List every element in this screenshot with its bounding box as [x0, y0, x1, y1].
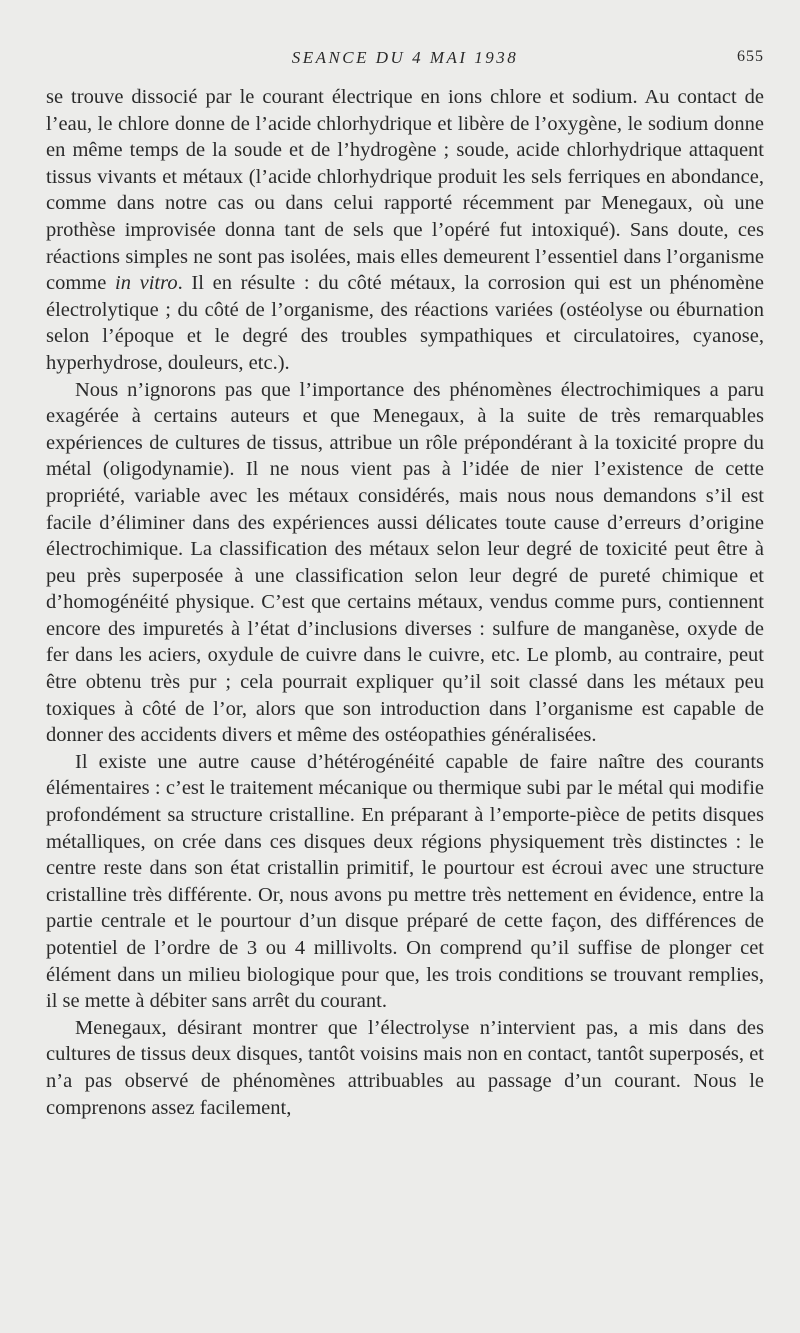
paragraph-1-text-a: se trouve dissocié par le courant électrique en ions chlore et sodium. Au contact de l’eau, le chlore donne de l’acide chlorhydrique et libère de l’oxygène, le sodium donne en même temps de la soude et de l’hydrogène ; soude, acide chlorhydrique attaquent tissus vivants et métaux (l’acide chlorhydrique produit les sels ferriques en abondance, comme dans notre cas ou dans celui rapporté récemment par Menegaux, où une prothèse improvisée donna tant de sels que l’opéré fut intoxiqué). Sans doute, ces réactions simples ne sont pas isolées, mais elles demeurent l’essentiel dans l’organisme comme [46, 86, 764, 295]
paragraph-1 [46, 84, 764, 377]
running-header [46, 38, 764, 84]
page-number: 655 [737, 48, 764, 65]
running-title: SEANCE DU 4 MAI 1938 [291, 48, 519, 67]
paragraph-3: Il existe une autre cause d’hétérogénéité capable de faire naître des courants élémentaires : c’est le traitement mécanique ou thermique subi par le métal qui modifie profondément sa structure cristalline. En préparant à l’emporte-pièce de petits disques métalliques, on crée dans ces disques deux régions physiquement très distinctes : le centre reste dans son état cristallin primitif, le pourtour est écroui avec une structure cristalline très différente. Or, nous avons pu mettre très nettement en évidence, entre la partie centrale et le pourtour d’un disque préparé de cette façon, des différences de potentiel de l’ordre de 3 ou 4 millivolts. On comprend qu’il suffise de plonger cet élément dans un milieu biologique pour que, les trois conditions se trouvant remplies, il se mette à débiter sans arrêt du courant. [46, 750, 764, 1013]
paragraph-1-italic: in vitro [115, 272, 178, 295]
paragraph-2: Nous n’ignorons pas que l’importance des phénomènes électrochimiques a paru exagérée à certains auteurs et que Menegaux, à la suite de très remarquables expériences de cultures de tissus, attribue un rôle prépondérant à la toxicité propre du métal (oligodynamie). Il ne nous vient pas à l’idée de nier l’existence de cette propriété, variable avec les métaux considérés, mais nous nous demandons s’il est facile d’éliminer dans des expériences aussi délicates toute cause d’erreurs d’origine électrochimique. La classification des métaux selon leur degré de toxicité peut être à peu près superposée à une classification selon leur degré de pureté chimique et d’homogénéité physique. C’est que certains métaux, vendus comme purs, contiennent encore des impuretés à l’état d’inclusions diverses : sulfure de manganèse, oxyde de fer dans les aciers, oxydule de cuivre dans le cuivre, etc. Le plomb, au contraire, peut être obtenu très pur ; cela pourrait expliquer qu’il soit classé dans les métaux peu toxiques à côté de l’or, alors que son introduction dans l’organisme est capable de donner des accidents divers et même des ostéopathies généralisées. [46, 378, 764, 747]
body-text [46, 84, 764, 1121]
paragraph-4: Menegaux, désirant montrer que l’électrolyse n’intervient pas, a mis dans des cultures de tissus deux disques, tantôt voisins mais non en contact, tantôt superposés, et n’a pas observé de phénomènes attribuables au passage d’un courant. Nous le comprenons assez facilement, [46, 1016, 764, 1119]
paragraph-1-text-b: . Il en résulte : du côté métaux, la corrosion qui est un phénomène électrolytique ; du côté de l’organisme, des réactions variées (ostéolyse ou éburnation selon l’époque et le degré des troubles sympathiques et circulatoires, cyanose, hyperhydrose, douleurs, etc.). [46, 272, 764, 374]
